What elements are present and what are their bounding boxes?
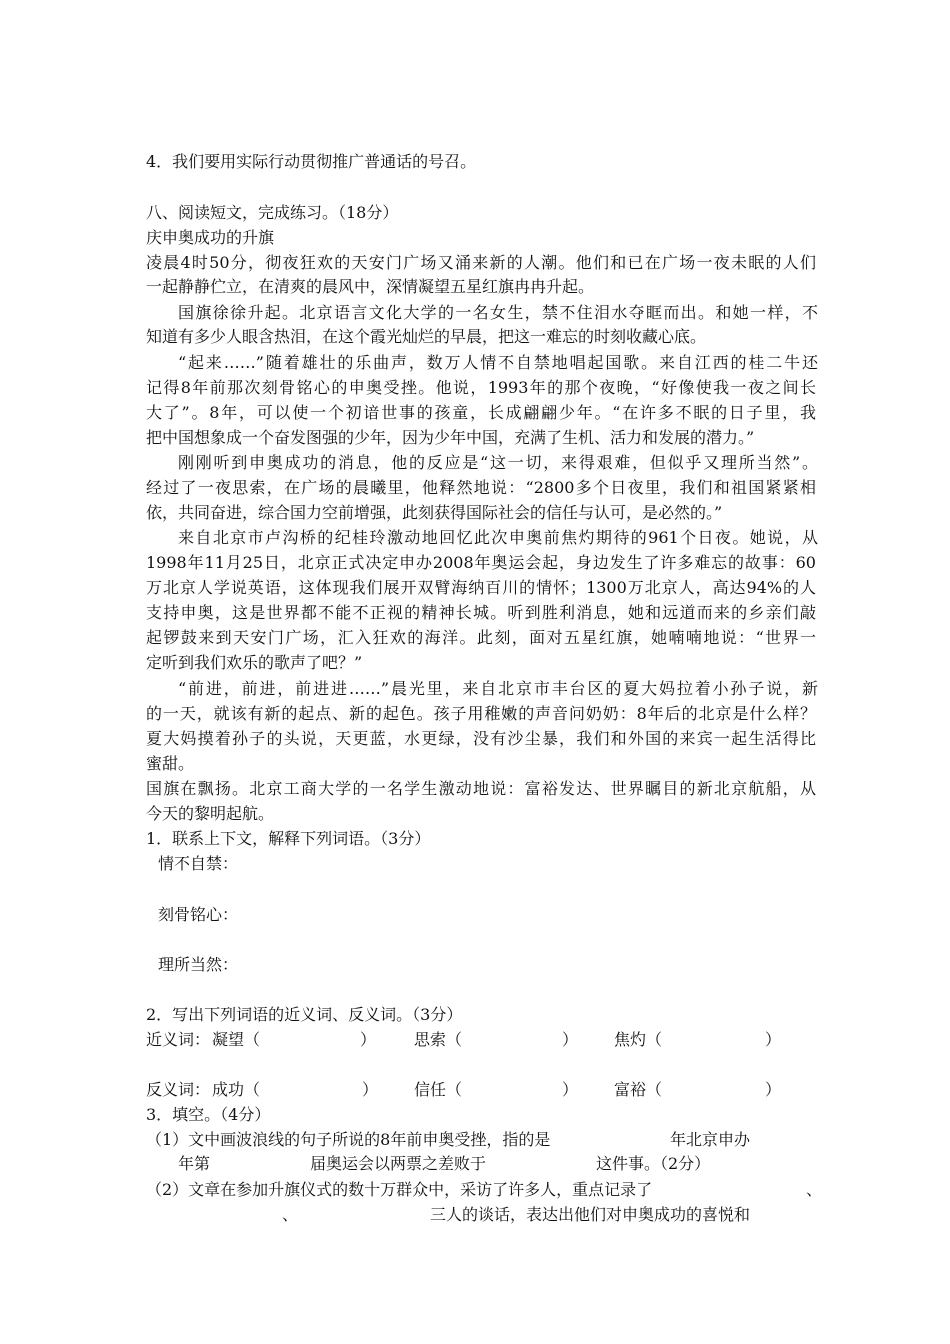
q1-term: 刻骨铭心： [158,905,239,924]
article-line: 记得8年前那次刻骨铭心的申奥受挫。他说，1993年的那个夜晚，“好像使我一夜之间长 [146,378,816,397]
q2-close: ） [562,1030,579,1049]
article-line: 1998年11月25日，北京正式决定申办2008年奥运会起，身边发生了许多难忘的故事：60 [146,553,816,572]
section-heading: 八、阅读短文，完成练习。（18分） [146,203,399,222]
article-line: 凌晨4时50分，彻夜狂欢的天安门广场又涌来新的人潮。他们和已在广场一夜未眠的人们 [146,253,816,272]
q2-ant-label: 反义词： [146,1080,211,1099]
q2-syn-label: 近义词： [146,1030,211,1049]
item-4: 4．我们要用实际行动贯彻推广普通话的号召。 [146,152,477,171]
article-line: 刚刚听到申奥成功的消息，他的反应是“这一切，来得艰难，但似乎又理所当然”。 [178,453,818,472]
article-line: 把中国想象成一个奋发图强的少年，因为少年中国，充满了生机、活力和发展的潜力。” [146,428,755,447]
article-line: 经过了一夜思索，在广场的晨曦里，他释然地说：“2800多个日夜里，我们和祖国紧紧相 [146,478,816,497]
q3-part1-text: （1）文中画波浪线的句子所说的8年前申奥受挫，指的是 [146,1130,551,1149]
q2-close: ） [362,1080,379,1099]
q2-syn-word: 焦灼（ [614,1030,663,1049]
article-line: 蜜甜。 [146,754,195,773]
article-line: 夏大妈摸着孙子的头说，天更蓝，水更绿，没有沙尘暴，我们和外国的来宾一起生活得比 [146,729,816,748]
q3-part1-text: 年北京申办 [670,1130,751,1149]
q2-ant-word: 富裕（ [614,1080,663,1099]
q3-part2-sep: 、 [806,1180,823,1199]
article-line: 支持申奥，这是世界都不能不正视的精神长城。听到胜利消息，她和远道而来的乡亲们敲 [146,603,816,622]
article-line: “前进，前进，前进进……”晨光里，来自北京市丰台区的夏大妈拉着小孙子说，新 [178,679,818,698]
article-line: 定听到我们欢乐的歌声了吧？” [146,653,363,672]
q1-stem: 1．联系上下文，解释下列词语。（3分） [146,829,431,848]
article-line: 万北京人学说英语，这体现我们展开双臂海纳百川的情怀；1300万北京人，高达94%的人 [146,578,816,597]
q2-ant-word: 信任（ [414,1080,463,1099]
q2-syn-word: 凝望（ [212,1030,261,1049]
q2-stem: 2．写出下列词语的近义词、反义词。（3分） [146,1005,463,1024]
q2-ant-word: 成功（ [212,1080,261,1099]
article-line: 大了”。8年，可以使一个初谙世事的孩童，长成翩翩少年。“在许多不眠的日子里，我 [146,403,816,422]
q1-term: 理所当然： [158,955,239,974]
article-line: 依，共同奋进，综合国力空前增强，此刻获得国际社会的信任与认可，是必然的。” [146,503,723,522]
q2-close: ） [360,1030,377,1049]
q3-part2-sep: 、 [282,1205,299,1224]
article-title: 庆申奥成功的升旗 [146,228,275,247]
q2-syn-word: 思索（ [414,1030,463,1049]
q2-close: ） [765,1080,782,1099]
article-line: 国旗徐徐升起。北京语言文化大学的一名女生，禁不住泪水夺眶而出。和她一样，不 [178,303,818,322]
article-line: 来自北京市卢沟桥的纪桂玲激动地回忆此次申奥前焦灼期待的961个日夜。她说，从 [178,528,818,547]
article-line: 起锣鼓来到天安门广场，汇入狂欢的海洋。此刻，面对五星红旗，她喃喃地说：“世界一 [146,628,816,647]
article-line: 的一天，就该有新的起点、新的起色。孩子用稚嫩的声音问奶奶：8年后的北京是什么样？ [146,704,816,723]
article-line: 知道有多少人眼含热泪，在这个霞光灿烂的早晨，把这一难忘的时刻收藏心底。 [146,327,707,346]
article-line: “起来……”随着雄壮的乐曲声，数万人情不自禁地唱起国歌。来自江西的桂二牛还 [178,353,818,372]
article-line: 一起静静伫立，在清爽的晨风中，深情凝望五星红旗冉冉升起。 [146,277,595,296]
q2-close: ） [562,1080,579,1099]
q3-part1-text: 届奥运会以两票之差败于 [310,1154,487,1173]
q3-stem: 3．填空。（4分） [146,1105,271,1124]
q3-part2-text: （2）文章在参加升旗仪式的数十万群众中，采访了许多人，重点记录了 [146,1180,653,1199]
q3-part1-text: 这件事。（2分） [596,1154,711,1173]
article-line: 国旗在飘扬。北京工商大学的一名学生激动地说：富裕发达、世界瞩目的新北京航船，从 [146,779,816,798]
q3-part1-text: 年第 [178,1154,211,1173]
q3-part2-text: 三人的谈话，表达出他们对申奥成功的喜悦和 [430,1205,751,1224]
q2-close: ） [765,1030,782,1049]
article-line: 今天的黎明起航。 [146,804,275,823]
q1-term: 情不自禁： [158,854,239,873]
